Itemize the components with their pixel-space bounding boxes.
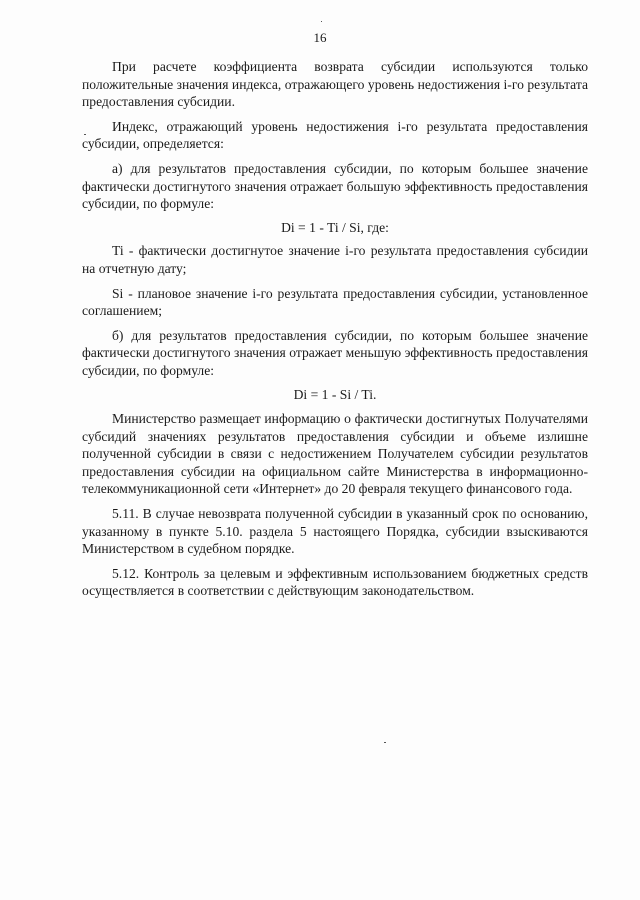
document-body [82, 58, 588, 600]
scan-speck [321, 21, 322, 22]
formula-case-b: Di = 1 - Si / Ti. [293, 386, 377, 402]
paragraph-5-11: 5.11. В случае невозврата полученной субсидии в указанный срок по основанию, указанному в пункте 5.10. раздела 5 настоящего Порядка, субсидии взыскиваются Министерством в судебном порядке. [82, 506, 588, 557]
paragraph-positive-index-note: При расчете коэффициента возврата субсидии используются только положительные значения индекса, отражающего уровень недостижения i-го результата предоставления субсидии. [82, 59, 588, 110]
paragraph-5-12: 5.12. Контроль за целевым и эффективным использованием бюджетных средств осуществляется в соответствии с действующим законодательством. [82, 565, 588, 599]
formula-case-a: Di = 1 - Ti / Si, где: [281, 219, 389, 235]
page-number: 16 [313, 30, 327, 45]
paragraph-case-a: а) для результатов предоставления субсидии, по которым большее значение фактически достигнутого значения отражает большую эффективность предоставления субсидии, по формуле: [82, 160, 588, 212]
scan-speck [384, 742, 386, 743]
scan-speck [84, 134, 86, 135]
paragraph-si-definition: Si - плановое значение i-го результата предоставления субсидии, установленное соглашением; [82, 285, 588, 319]
paragraph-case-b: б) для результатов предоставления субсидии, по которым большее значение фактически достигнутого значения отражает меньшую эффективность предоставления субсидии, по формуле: [82, 327, 588, 378]
paragraph-ministry-publication: Министерство размещает информацию о фактически достигнутых Получателями субсидий значениях результатов предоставления субсидии и объеме излишне полученной субсидии в связи с недостижением Получателем субсидии результатов предоставления субсидии на официальном сайте Министерства в информационно-телекоммуникационной сети «Интернет» до 20 февраля текущего финансового года. [82, 411, 588, 497]
paragraph-ti-definition: Ti - фактически достигнутое значение i-го результата предоставления субсидии на отчетную дату; [82, 243, 588, 276]
paragraph-index-definition: Индекс, отражающий уровень недостижения i-го результата предоставления субсидии, определяется: [82, 118, 588, 152]
